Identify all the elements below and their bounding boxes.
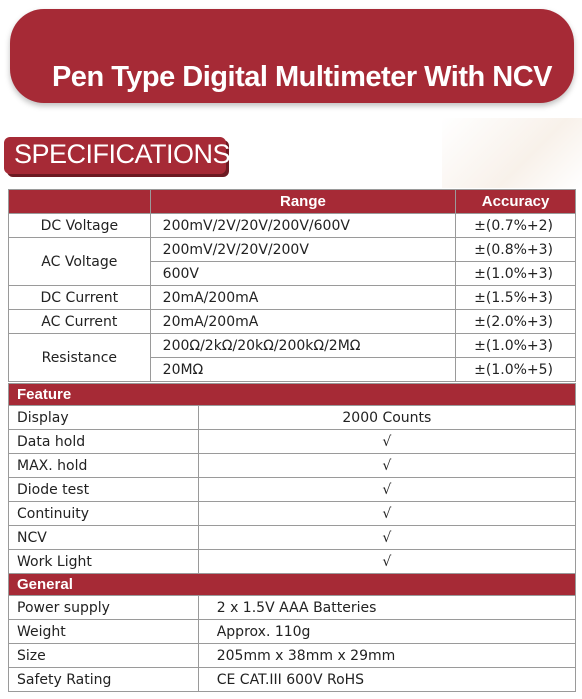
table-row	[9, 644, 576, 668]
feature-label: Continuity	[9, 502, 199, 526]
table-row	[9, 454, 576, 478]
row-range: 200mV/2V/20V/200V	[150, 238, 456, 262]
table-row	[9, 286, 576, 310]
feature-heading: Feature	[9, 384, 576, 406]
row-accuracy: ±(0.7%+2)	[456, 214, 576, 238]
check-mark: √	[198, 502, 575, 526]
general-value: Approx. 110g	[198, 620, 575, 644]
table-row	[9, 310, 576, 334]
feature-label: Display	[9, 406, 199, 430]
table-row	[9, 668, 576, 692]
general-value: 205mm x 38mm x 29mm	[198, 644, 575, 668]
table-row	[9, 406, 576, 430]
table-row	[9, 238, 576, 262]
feature-label: Diode test	[9, 478, 199, 502]
row-range: 600V	[150, 262, 456, 286]
feature-label: Work Light	[9, 550, 199, 574]
header-accuracy: Accuracy	[456, 190, 576, 214]
row-name: AC Current	[9, 310, 151, 334]
check-mark: √	[198, 430, 575, 454]
row-name: DC Current	[9, 286, 151, 310]
row-accuracy: ±(1.0%+3)	[456, 262, 576, 286]
table-row	[9, 214, 576, 238]
general-value: CE CAT.III 600V RoHS	[198, 668, 575, 692]
row-range: 20MΩ	[150, 358, 456, 382]
check-mark: √	[198, 550, 575, 574]
feature-value: 2000 Counts	[198, 406, 575, 430]
general-section-row	[9, 574, 576, 596]
general-label: Power supply	[9, 596, 199, 620]
table-row	[9, 430, 576, 454]
table-row	[9, 502, 576, 526]
table-row	[9, 526, 576, 550]
table-header-row	[9, 190, 576, 214]
product-image-fragment	[442, 118, 582, 188]
page-title: Pen Type Digital Multimeter With NCV	[51, 61, 552, 93]
row-range: 200mV/2V/20V/200V/600V	[150, 214, 456, 238]
feature-section-row	[9, 384, 576, 406]
table-row	[9, 596, 576, 620]
feature-general-table	[8, 383, 576, 692]
general-label: Weight	[9, 620, 199, 644]
specifications-table	[8, 189, 576, 382]
table-row	[9, 334, 576, 358]
row-range: 200Ω/2kΩ/20kΩ/200kΩ/2MΩ	[150, 334, 456, 358]
feature-label: Data hold	[9, 430, 199, 454]
feature-label: NCV	[9, 526, 199, 550]
title-banner	[10, 9, 574, 103]
specifications-heading: SPECIFICATIONS	[14, 139, 231, 169]
specifications-badge	[4, 137, 231, 174]
table-row	[9, 620, 576, 644]
general-label: Size	[9, 644, 199, 668]
table-row	[9, 550, 576, 574]
feature-label: MAX. hold	[9, 454, 199, 478]
row-accuracy: ±(1.5%+3)	[456, 286, 576, 310]
row-range: 20mA/200mA	[150, 310, 456, 334]
check-mark: √	[198, 526, 575, 550]
general-value: 2 x 1.5V AAA Batteries	[198, 596, 575, 620]
general-heading: General	[9, 574, 576, 596]
row-range: 20mA/200mA	[150, 286, 456, 310]
row-accuracy: ±(1.0%+3)	[456, 334, 576, 358]
table-row	[9, 478, 576, 502]
check-mark: √	[198, 454, 575, 478]
check-mark: √	[198, 478, 575, 502]
row-accuracy: ±(0.8%+3)	[456, 238, 576, 262]
row-name: DC Voltage	[9, 214, 151, 238]
general-label: Safety Rating	[9, 668, 199, 692]
row-accuracy: ±(1.0%+5)	[456, 358, 576, 382]
row-name: AC Voltage	[9, 238, 151, 286]
row-name: Resistance	[9, 334, 151, 382]
header-range: Range	[150, 190, 456, 214]
header-blank	[9, 190, 151, 214]
row-accuracy: ±(2.0%+3)	[456, 310, 576, 334]
